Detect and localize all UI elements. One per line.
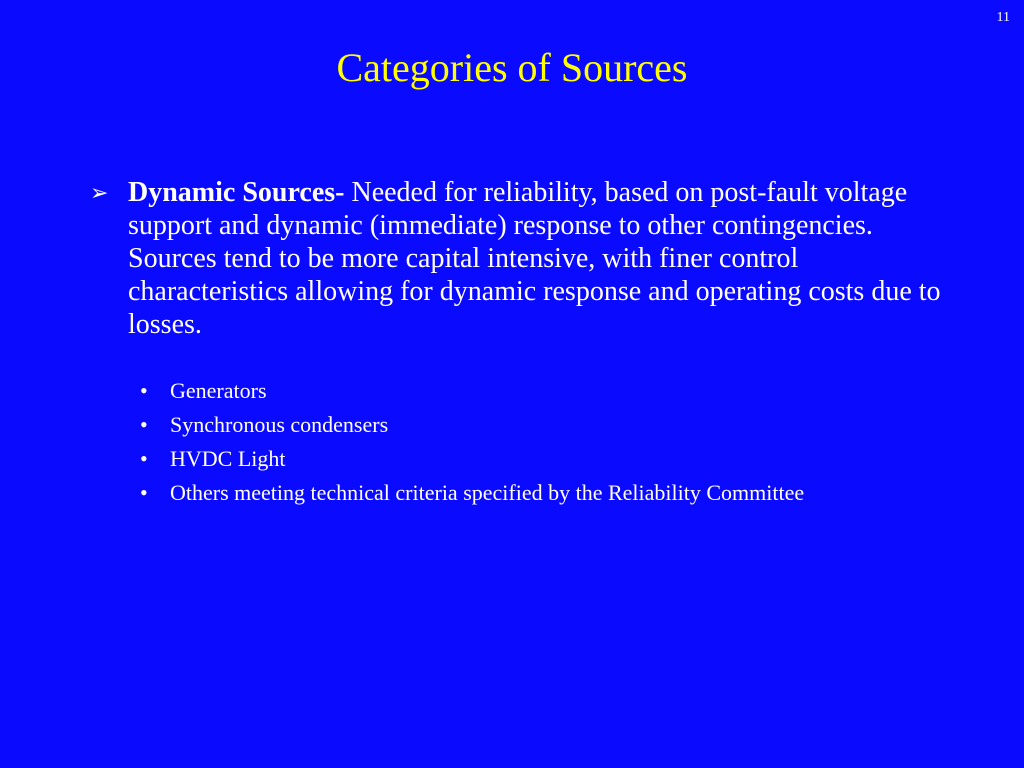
list-item <box>140 378 880 404</box>
bullet-dot-icon: • <box>140 378 148 403</box>
bullet-dot-icon: • <box>140 446 148 471</box>
list-item <box>140 412 880 438</box>
main-bullet <box>88 176 948 341</box>
sub-bullet-list <box>140 378 880 514</box>
slide-title: Categories of Sources <box>336 45 688 90</box>
main-bullet-text <box>128 176 943 341</box>
list-item-text: Generators <box>170 378 267 403</box>
main-bullet-heading: Dynamic Sources- <box>128 177 345 208</box>
list-item <box>140 480 880 506</box>
arrow-bullet-icon: ➢ <box>90 180 109 205</box>
list-item-text: Synchronous condensers <box>170 412 389 437</box>
list-item-text: Others meeting technical criteria specified by the Reliability Committee <box>170 480 805 505</box>
bullet-dot-icon: • <box>140 480 148 505</box>
list-item-text: HVDC Light <box>170 446 286 471</box>
page-number: 11 <box>996 10 1010 25</box>
list-item <box>140 446 880 472</box>
main-bullet-body: Needed for reliability, based on post-fault voltage support and dynamic (immediate) response to other contingencies. Sources tend to be more capital intensive, with finer control characteristics allowing for dynamic response and operating costs due to losses. <box>128 177 941 340</box>
bullet-dot-icon: • <box>140 412 148 437</box>
